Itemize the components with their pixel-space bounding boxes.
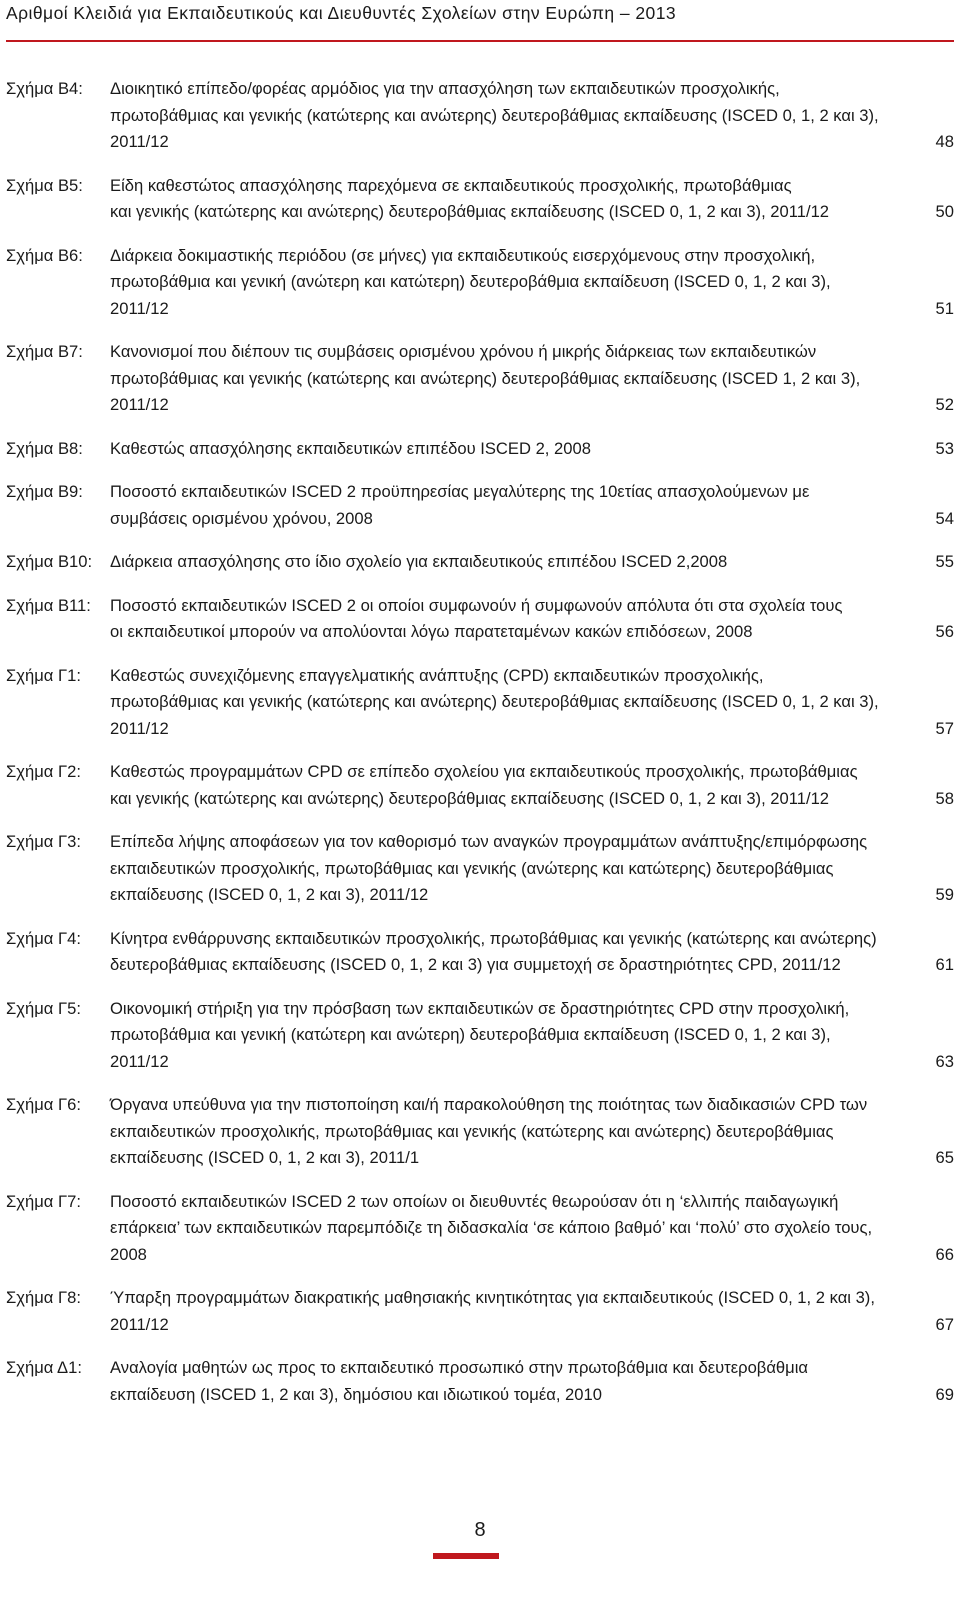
figure-label: Σχήμα Β7: — [6, 342, 83, 361]
toc-entry[interactable] — [6, 926, 954, 979]
figure-caption — [110, 243, 900, 323]
figure-label: Σχήμα Β10: — [6, 552, 93, 571]
caption-line: Ύπαρξη προγραμμάτων διακρατικής μαθησιακής κινητικότητας για εκπαιδευτικούς (ISCED 0, 1, 2 και 3), — [110, 1288, 875, 1307]
figure-label: Σχήμα Γ6: — [6, 1095, 81, 1114]
toc-entry[interactable] — [6, 339, 954, 419]
page-ref: 66 — [935, 1244, 954, 1264]
toc-entry[interactable] — [6, 1355, 954, 1408]
page-ref: 67 — [935, 1314, 954, 1334]
caption-line: πρωτοβάθμιας και γενικής (κατώτερης και ανώτερης) δευτεροβάθμιας εκπαίδευσης (ISCED 1, 2 και 3), — [110, 368, 861, 388]
page-ref: 54 — [935, 508, 954, 528]
toc-entry[interactable] — [6, 759, 954, 812]
footer-accent-bar — [433, 1553, 499, 1559]
toc-entry[interactable] — [6, 173, 954, 226]
figure-caption — [110, 996, 900, 1076]
toc-entry[interactable] — [6, 996, 954, 1076]
figure-label: Σχήμα Γ1: — [6, 665, 81, 685]
toc-entry[interactable] — [6, 479, 954, 532]
caption-line: 2011/12 — [110, 718, 169, 738]
page-ref: 61 — [935, 955, 954, 974]
figure-label: Σχήμα Γ3: — [6, 832, 81, 851]
caption-line: εκπαιδευτικών προσχολικής, πρωτοβάθμιας και γενικής (κατώτερης και ανώτερης) δευτεροβάθμιας — [110, 1121, 834, 1141]
figure-caption — [110, 173, 900, 226]
caption-line: πρωτοβάθμια και γενική (ανώτερη και κατώτερη) δευτεροβάθμια εκπαίδευση (ISCED 0, 1, 2 και 3), — [110, 272, 831, 291]
figure-label: Σχήμα Γ4: — [6, 928, 81, 948]
caption-line: Ποσοστό εκπαιδευτικών ISCED 2 οι οποίοι συμφωνούν ή συμφωνούν απόλυτα ότι στα σχολεία τους — [110, 595, 843, 615]
page-ref: 48 — [935, 132, 954, 151]
caption-line: Κανονισμοί που διέπουν τις συμβάσεις ορισμένου χρόνου ή μικρής διάρκειας των εκπαιδευτικών — [110, 342, 817, 361]
toc-entry[interactable] — [6, 1285, 954, 1338]
figure-caption — [110, 1189, 900, 1269]
caption-line: Καθεστώς προγραμμάτων CPD σε επίπεδο σχολείου για εκπαιδευτικούς προσχολικής, πρωτοβάθμιας — [110, 762, 858, 781]
caption-line: Επίπεδα λήψης αποφάσεων για τον καθορισμό των αναγκών προγραμμάτων ανάπτυξης/επιμόρφωσης — [110, 832, 868, 851]
caption-line: Διάρκεια απασχόλησης στο ίδιο σχολείο για εκπαιδευτικούς επιπέδου ISCED 2,2008 — [110, 552, 728, 571]
caption-line: Όργανα υπεύθυνα για την πιστοποίηση και/ή παρακολούθηση της ποιότητας των διαδικασιών CPD των — [110, 1095, 868, 1114]
page-number: 8 — [474, 1519, 486, 1541]
toc-entry[interactable] — [6, 663, 954, 743]
figure-label: Σχήμα Β9: — [6, 482, 83, 501]
caption-line: οι εκπαιδευτικοί μπορούν να απολύονται λόγω παρατεταμένων κακών επιδόσεων, 2008 — [110, 622, 753, 641]
toc-entry[interactable] — [6, 243, 954, 323]
figure-caption — [110, 1355, 900, 1408]
figure-caption — [110, 663, 900, 743]
caption-line: Διοικητικό επίπεδο/φορέας αρμόδιος για την απασχόληση των εκπαιδευτικών προσχολικής, — [110, 79, 780, 98]
page-ref: 57 — [935, 718, 954, 738]
figure-label: Σχήμα Γ7: — [6, 1191, 81, 1211]
figure-caption — [110, 593, 900, 646]
figure-label: Σχήμα Γ5: — [6, 998, 81, 1018]
toc-entry[interactable] — [6, 1092, 954, 1172]
caption-line: Οικονομική στήριξη για την πρόσβαση των εκπαιδευτικών σε δραστηριότητες CPD στην προσχολική, — [110, 998, 850, 1018]
caption-line: 2011/12 — [110, 132, 169, 151]
figure-label: Σχήμα Β6: — [6, 245, 83, 265]
caption-line: 2011/12 — [110, 395, 169, 414]
caption-line: Κίνητρα ενθάρρυνσης εκπαιδευτικών προσχολικής, πρωτοβάθμιας και γενικής (κατώτερης και ανώτερης) — [110, 928, 877, 948]
caption-line: Αναλογία μαθητών ως προς το εκπαιδευτικό προσωπικό στην πρωτοβάθμια και δευτεροβάθμια — [110, 1358, 809, 1377]
figure-label: Σχήμα Γ8: — [6, 1288, 81, 1307]
caption-line: πρωτοβάθμια και γενική (κατώτερη και ανώτερη) δευτεροβάθμια εκπαίδευση (ISCED 0, 1, 2 και 3), — [110, 1025, 831, 1044]
figure-caption — [110, 436, 900, 463]
caption-line: 2011/12 — [110, 1314, 169, 1334]
figure-caption — [110, 926, 900, 979]
figure-caption — [110, 759, 900, 812]
caption-line: Διάρκεια δοκιμαστικής περιόδου (σε μήνες) για εκπαιδευτικούς εισερχόμενους στην προσχολική, — [110, 245, 816, 265]
running-header — [6, 0, 954, 42]
figure-label: Σχήμα Γ2: — [6, 762, 81, 781]
toc-entry[interactable] — [6, 829, 954, 909]
figure-caption — [110, 1092, 900, 1172]
page-ref: 55 — [935, 552, 954, 571]
figure-label: Σχήμα Β5: — [6, 175, 83, 195]
figure-label: Σχήμα Β8: — [6, 438, 83, 458]
caption-line: επάρκεια’ των εκπαιδευτικών παρεμπόδιζε τη διδασκαλία ‘σε κάποιο βαθμό’ και ‘πολύ’ στο σχολείο τους, — [110, 1218, 873, 1237]
toc-entry[interactable] — [6, 76, 954, 156]
figure-label: Σχήμα Β11: — [6, 595, 91, 615]
page-ref: 50 — [935, 202, 954, 221]
toc-entry[interactable] — [6, 436, 954, 463]
caption-line: και γενικής (κατώτερης και ανώτερης) δευτεροβάθμιας εκπαίδευσης (ISCED 0, 1, 2 και 3), 2011/12 — [110, 788, 830, 808]
figure-caption — [110, 339, 900, 419]
toc-entry[interactable] — [6, 1189, 954, 1269]
toc-entry[interactable] — [6, 549, 954, 576]
caption-line: πρωτοβάθμιας και γενικής (κατώτερης και ανώτερης) δευτεροβάθμιας εκπαίδευσης (ISCED 0, 1, 2 και 3), — [110, 105, 879, 125]
figure-label: Σχήμα Β4: — [6, 79, 83, 98]
figure-label: Σχήμα Δ1: — [6, 1358, 82, 1377]
figure-caption — [110, 829, 900, 909]
page-ref: 58 — [935, 788, 954, 808]
table-of-figures — [6, 76, 954, 1425]
caption-line: εκπαίδευσης (ISCED 0, 1, 2 και 3), 2011/12 — [110, 885, 429, 904]
figure-caption — [110, 549, 900, 576]
toc-entry[interactable] — [6, 593, 954, 646]
figure-caption — [110, 1285, 900, 1338]
page-ref: 69 — [935, 1384, 954, 1404]
caption-line: δευτεροβάθμιας εκπαίδευσης (ISCED 0, 1, 2 και 3) για συμμετοχή σε δραστηριότητες CPD, 2011/12 — [110, 955, 841, 974]
page-ref: 56 — [935, 622, 954, 641]
caption-line: 2011/12 — [110, 298, 169, 318]
caption-line: Καθεστώς απασχόλησης εκπαιδευτικών επιπέδου ISCED 2, 2008 — [110, 438, 591, 458]
caption-line: Ποσοστό εκπαιδευτικών ISCED 2 προϋπηρεσίας μεγαλύτερης της 10ετίας απασχολούμενων με — [110, 482, 810, 501]
caption-line: εκπαίδευση (ISCED 1, 2 και 3), δημόσιου και ιδιωτικού τομέα, 2010 — [110, 1384, 602, 1404]
caption-line: εκπαιδευτικών προσχολικής, πρωτοβάθμιας και γενικής (ανώτερης και κατώτερης) δευτεροβάθμιας — [110, 858, 834, 878]
page-ref: 63 — [935, 1051, 954, 1071]
caption-line: 2011/12 — [110, 1051, 169, 1071]
page-ref: 59 — [935, 885, 954, 904]
caption-line: Ποσοστό εκπαιδευτικών ISCED 2 των οποίων οι διευθυντές θεωρούσαν ότι η ‘ελλιπής παιδαγωγική — [110, 1191, 839, 1211]
caption-line: Είδη καθεστώτος απασχόλησης παρεχόμενα σε εκπαιδευτικούς προσχολικής, πρωτοβάθμιας — [110, 175, 792, 195]
caption-line: και γενικής (κατώτερης και ανώτερης) δευτεροβάθμιας εκπαίδευσης (ISCED 0, 1, 2 και 3), 2011/12 — [110, 202, 830, 221]
header-title: Αριθμοί Κλειδιά για Εκπαιδευτικούς και Διευθυντές Σχολείων στην Ευρώπη – 2013 — [6, 3, 677, 23]
caption-line: πρωτοβάθμιας και γενικής (κατώτερης και ανώτερης) δευτεροβάθμιας εκπαίδευσης (ISCED 0, 1, 2 και 3), — [110, 692, 879, 711]
caption-line: 2008 — [110, 1244, 147, 1264]
page-ref: 65 — [935, 1148, 954, 1167]
caption-line: εκπαίδευσης (ISCED 0, 1, 2 και 3), 2011/1 — [110, 1148, 420, 1167]
page-ref: 53 — [935, 438, 954, 458]
page-ref: 51 — [935, 298, 954, 318]
figure-caption — [110, 76, 900, 156]
caption-line: συμβάσεις ορισμένου χρόνου, 2008 — [110, 508, 373, 528]
page-ref: 52 — [935, 395, 954, 414]
caption-line: Καθεστώς συνεχιζόμενης επαγγελματικής ανάπτυξης (CPD) εκπαιδευτικών προσχολικής, — [110, 665, 764, 685]
figure-caption — [110, 479, 900, 532]
